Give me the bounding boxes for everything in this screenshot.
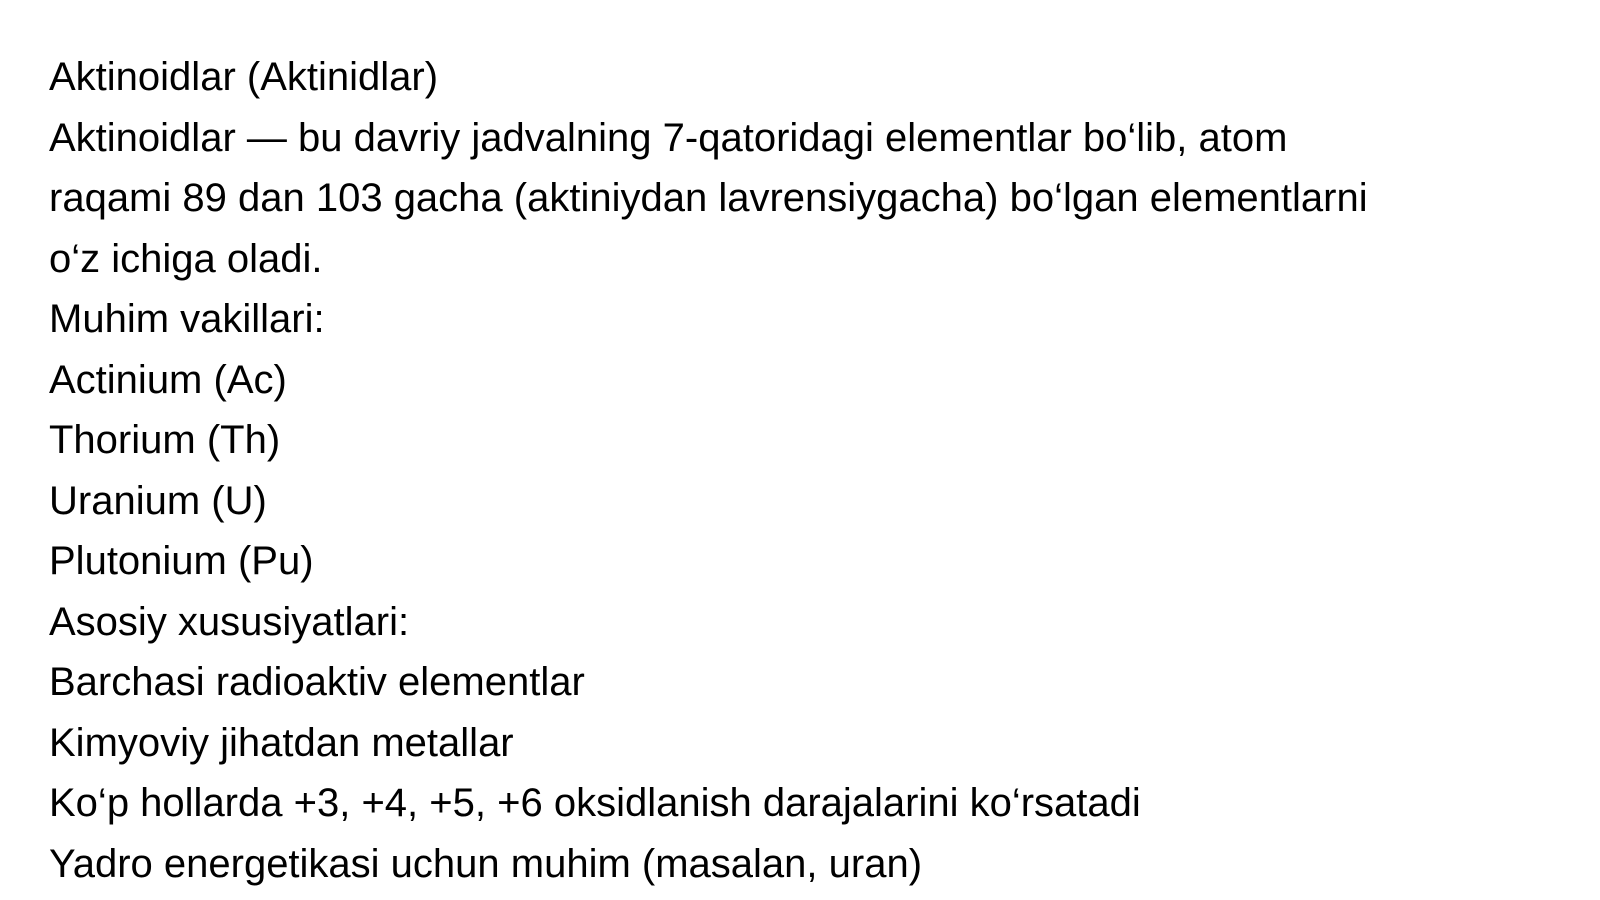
representatives-heading: Muhim vakillari:	[49, 297, 325, 341]
representative-item: Uranium (U)	[49, 478, 267, 523]
definition-line-2: raqami 89 dan 103 gacha (aktiniydan lavrensiygacha) bo‘lgan elementlarni	[49, 176, 1368, 220]
property-item: Yadro energetikasi uchun muhim (masalan, uran)	[49, 841, 923, 886]
representative-item: Thorium (Th)	[49, 418, 281, 462]
properties-heading: Asosiy xususiyatlari:	[49, 599, 410, 644]
property-item: Barchasi radioaktiv elementlar	[49, 660, 585, 704]
definition-line-3: o‘z ichiga oladi.	[49, 236, 323, 281]
slide-title: Aktinoidlar (Aktinidlar)	[49, 55, 439, 99]
property-item: Ko‘p hollarda +3, +4, +5, +6 oksidlanish darajalarini ko‘rsatadi	[49, 781, 1141, 825]
definition-line-1: Aktinoidlar — bu davriy jadvalning 7-qatoridagi elementlar bo‘lib, atom	[49, 115, 1288, 160]
property-item: Kimyoviy jihatdan metallar	[49, 720, 514, 765]
slide-body	[49, 47, 1579, 894]
representative-item: Plutonium (Pu)	[49, 539, 314, 583]
representative-item: Actinium (Ac)	[49, 357, 287, 402]
